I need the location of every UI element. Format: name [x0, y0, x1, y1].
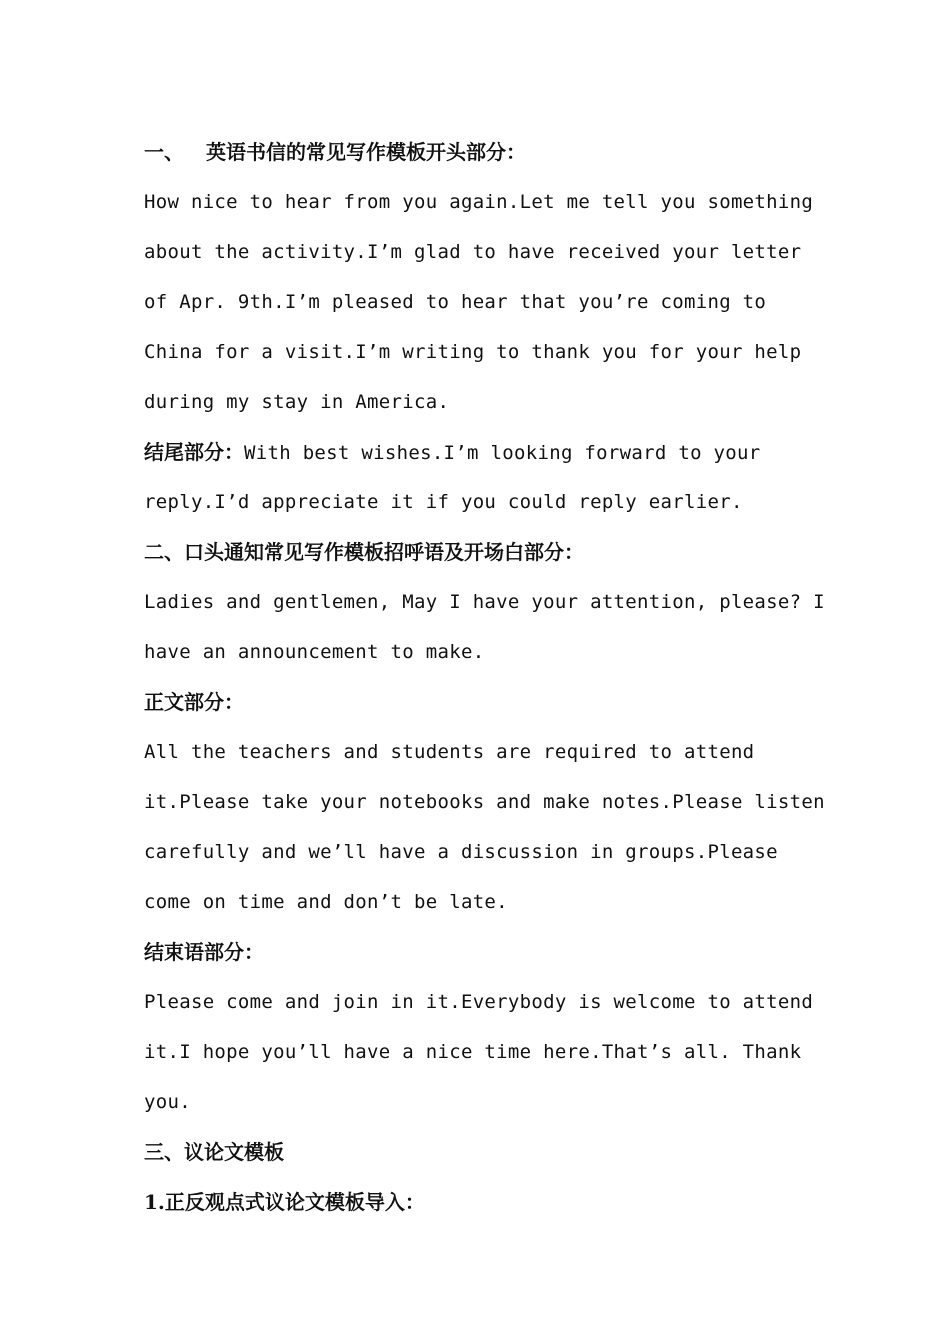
closing-text: With best wishes.I’m looking forward to your	[244, 442, 761, 464]
section3-subheading: 1.正反观点式议论文模板导入：	[144, 1190, 425, 1214]
section2-body-line: come on time and don’t be late.	[144, 891, 508, 913]
section1-opening-line: China for a visit.I’m writing to thank you for your help	[144, 341, 802, 363]
section2-body-line: carefully and we’ll have a discussion in groups.Please	[144, 841, 778, 863]
body-label: 正文部分：	[144, 690, 244, 714]
section2-ending-line: it.I hope you’ll have a nice time here.That’s all. Thank	[144, 1041, 802, 1063]
document-body	[144, 127, 825, 1227]
section1-heading	[144, 127, 804, 177]
section2-greeting-line: have an announcement to make.	[144, 641, 485, 663]
section1-opening-line: How nice to hear from you again.Let me tell you something	[144, 191, 814, 213]
ending-label: 结束语部分：	[144, 940, 264, 964]
section1-heading-text: 英语书信的常见写作模板开头部分：	[206, 140, 526, 164]
section1-heading-number: 一、	[144, 140, 184, 164]
section1-closing-line: reply.I’d appreciate it if you could reply earlier.	[144, 491, 743, 513]
section2-body-line: it.Please take your notebooks and make notes.Please listen	[144, 791, 825, 813]
section1-opening-line: of Apr. 9th.I’m pleased to hear that you’re coming to	[144, 291, 767, 313]
section1-closing-line	[144, 427, 804, 477]
section2-greeting-line: Ladies and gentlemen, May I have your attention, please? I	[144, 591, 825, 613]
section3-heading: 三、议论文模板	[144, 1140, 284, 1164]
section1-opening-line: during my stay in America.	[144, 391, 450, 413]
section2-ending-line: you.	[144, 1091, 191, 1113]
section2-body-line: All the teachers and students are required to attend	[144, 741, 755, 763]
section2-heading: 二、口头通知常见写作模板招呼语及开场白部分：	[144, 540, 584, 564]
section1-opening-line: about the activity.I’m glad to have received your letter	[144, 241, 802, 263]
closing-label: 结尾部分：	[144, 440, 244, 464]
section2-ending-line: Please come and join in it.Everybody is welcome to attend	[144, 991, 814, 1013]
